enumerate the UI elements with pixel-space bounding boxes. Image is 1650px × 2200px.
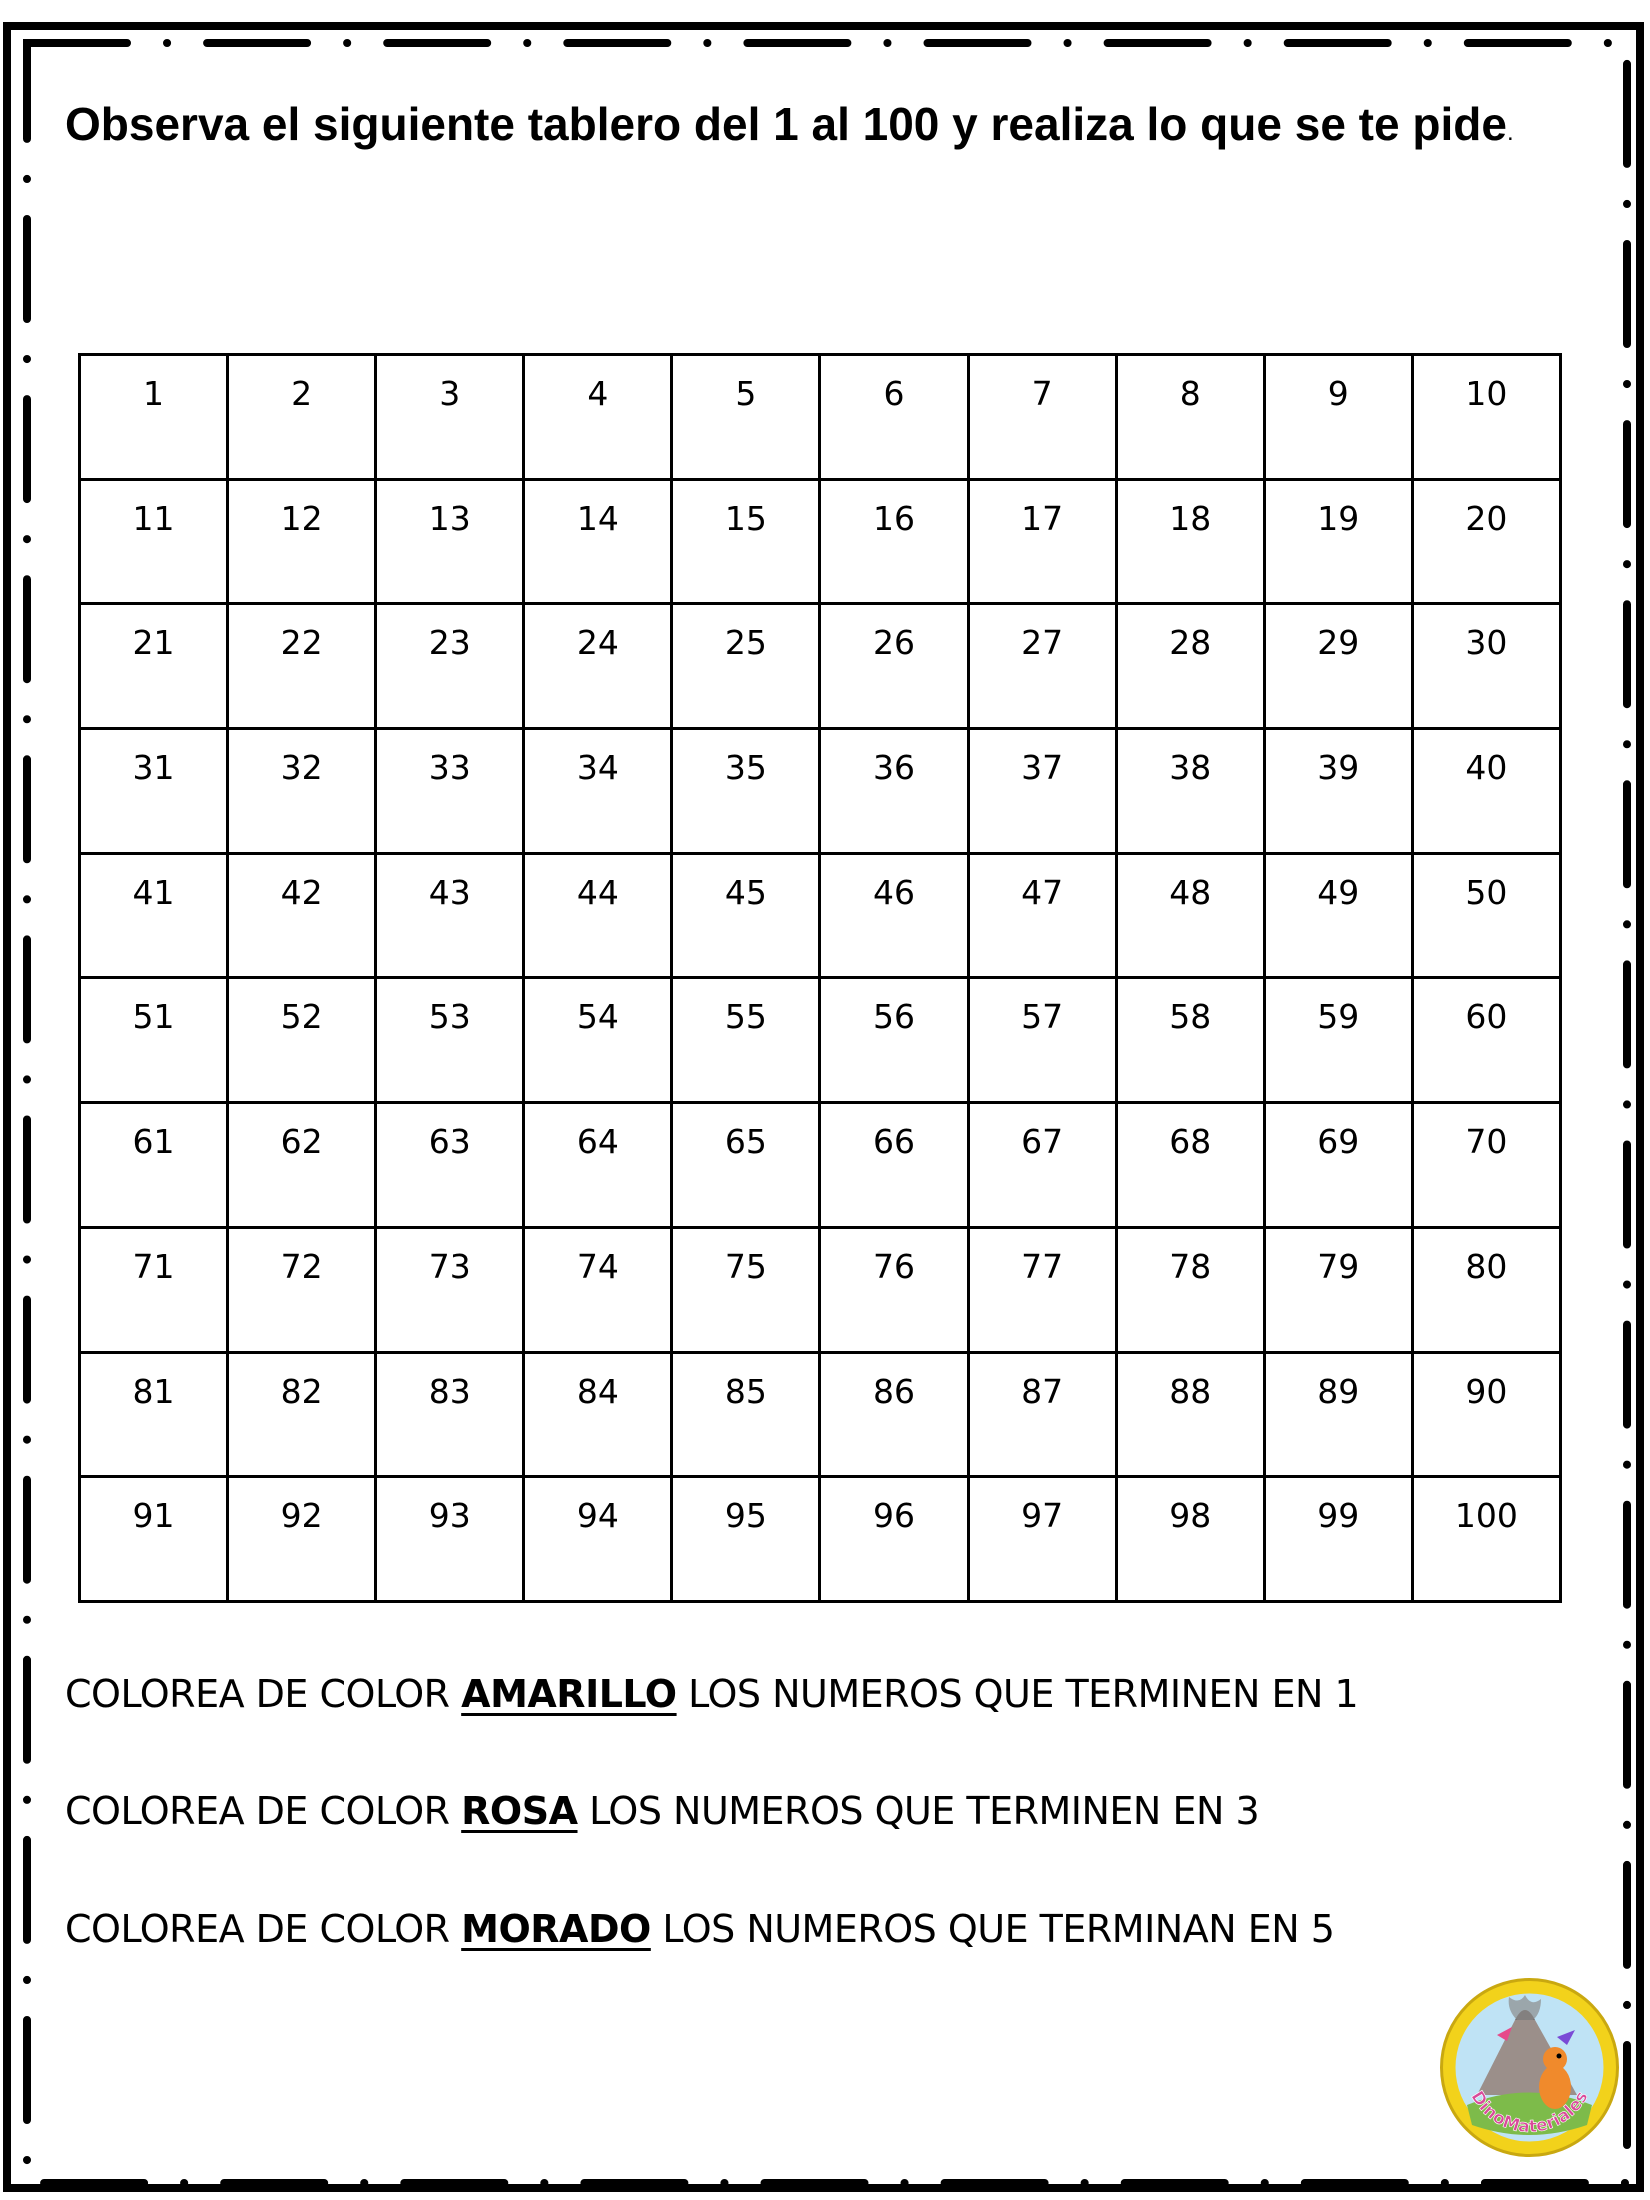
- board-cell: 77: [968, 1227, 1116, 1352]
- board-cell: 23: [376, 604, 524, 729]
- color-word-amarillo: AMARILLO: [461, 1672, 677, 1716]
- board-cell: 30: [1412, 604, 1560, 729]
- board-cell: 1: [80, 355, 228, 480]
- instruction-amarillo: [65, 1672, 1358, 1716]
- board-cell: 13: [376, 479, 524, 604]
- board-cell: 38: [1116, 729, 1264, 854]
- instruction-prefix: COLOREA DE COLOR: [65, 1672, 462, 1716]
- board-row: [80, 1227, 1561, 1352]
- board-cell: 67: [968, 1103, 1116, 1228]
- board-cell: 61: [80, 1103, 228, 1228]
- board-cell: 53: [376, 978, 524, 1103]
- board-cell: 79: [1264, 1227, 1412, 1352]
- instruction-prefix: COLOREA DE COLOR: [65, 1907, 462, 1951]
- board-cell: 92: [228, 1477, 376, 1602]
- board-cell: 47: [968, 853, 1116, 978]
- board-cell: 68: [1116, 1103, 1264, 1228]
- board-cell: 65: [672, 1103, 820, 1228]
- board-cell: 28: [1116, 604, 1264, 729]
- board-row: [80, 1352, 1561, 1477]
- instruction-suffix: LOS NUMEROS QUE TERMINAN EN 5: [650, 1907, 1335, 1951]
- instruction-prefix: COLOREA DE COLOR: [65, 1789, 462, 1833]
- board-cell: 71: [80, 1227, 228, 1352]
- board-cell: 98: [1116, 1477, 1264, 1602]
- board-cell: 9: [1264, 355, 1412, 480]
- board-cell: 64: [524, 1103, 672, 1228]
- board-row: [80, 853, 1561, 978]
- board-cell: 59: [1264, 978, 1412, 1103]
- board-cell: 89: [1264, 1352, 1412, 1477]
- board-cell: 31: [80, 729, 228, 854]
- board-cell: 19: [1264, 479, 1412, 604]
- page-title: [65, 95, 1515, 162]
- board-cell: 49: [1264, 853, 1412, 978]
- board-cell: 86: [820, 1352, 968, 1477]
- board-cell: 45: [672, 853, 820, 978]
- board-cell: 16: [820, 479, 968, 604]
- board-cell: 33: [376, 729, 524, 854]
- board-cell: 21: [80, 604, 228, 729]
- board-cell: 11: [80, 479, 228, 604]
- board-cell: 90: [1412, 1352, 1560, 1477]
- board-row: [80, 1103, 1561, 1228]
- board-cell: 34: [524, 729, 672, 854]
- board-cell: 20: [1412, 479, 1560, 604]
- board-cell: 43: [376, 853, 524, 978]
- board-cell: 72: [228, 1227, 376, 1352]
- board-cell: 57: [968, 978, 1116, 1103]
- board-cell: 96: [820, 1477, 968, 1602]
- board-cell: 41: [80, 853, 228, 978]
- board-cell: 81: [80, 1352, 228, 1477]
- instruction-suffix: LOS NUMEROS QUE TERMINEN EN 1: [676, 1672, 1359, 1716]
- board-cell: 55: [672, 978, 820, 1103]
- board-cell: 15: [672, 479, 820, 604]
- title-text: Observa el siguiente tablero del 1 al 100 y realiza lo que se te pide: [65, 98, 1507, 150]
- board-cell: 84: [524, 1352, 672, 1477]
- board-row: [80, 604, 1561, 729]
- board-row: [80, 729, 1561, 854]
- board-cell: 97: [968, 1477, 1116, 1602]
- board-cell: 66: [820, 1103, 968, 1228]
- board-cell: 82: [228, 1352, 376, 1477]
- board-cell: 69: [1264, 1103, 1412, 1228]
- board-cell: 54: [524, 978, 672, 1103]
- board-cell: 80: [1412, 1227, 1560, 1352]
- title-period: .: [1506, 119, 1514, 146]
- board-cell: 29: [1264, 604, 1412, 729]
- board-cell: 17: [968, 479, 1116, 604]
- board-cell: 35: [672, 729, 820, 854]
- board-cell: 76: [820, 1227, 968, 1352]
- board-cell: 78: [1116, 1227, 1264, 1352]
- board-cell: 91: [80, 1477, 228, 1602]
- board-cell: 46: [820, 853, 968, 978]
- board-cell: 94: [524, 1477, 672, 1602]
- board-row: [80, 355, 1561, 480]
- instruction-morado: [65, 1907, 1334, 1951]
- board-cell: 100: [1412, 1477, 1560, 1602]
- board-cell: 74: [524, 1227, 672, 1352]
- board-cell: 40: [1412, 729, 1560, 854]
- board-cell: 10: [1412, 355, 1560, 480]
- board-cell: 14: [524, 479, 672, 604]
- board-cell: 85: [672, 1352, 820, 1477]
- color-word-morado: MORADO: [461, 1907, 651, 1951]
- board-cell: 51: [80, 978, 228, 1103]
- board-cell: 52: [228, 978, 376, 1103]
- board-cell: 2: [228, 355, 376, 480]
- color-word-rosa: ROSA: [461, 1789, 578, 1833]
- board-cell: 44: [524, 853, 672, 978]
- instruction-rosa: [65, 1789, 1259, 1833]
- board-row: [80, 479, 1561, 604]
- board-cell: 6: [820, 355, 968, 480]
- board-cell: 5: [672, 355, 820, 480]
- board-cell: 95: [672, 1477, 820, 1602]
- board-row: [80, 1477, 1561, 1602]
- board-row: [80, 978, 1561, 1103]
- board-cell: 62: [228, 1103, 376, 1228]
- board-cell: 3: [376, 355, 524, 480]
- board-cell: 7: [968, 355, 1116, 480]
- board-cell: 48: [1116, 853, 1264, 978]
- board-cell: 87: [968, 1352, 1116, 1477]
- board-cell: 83: [376, 1352, 524, 1477]
- board-cell: 27: [968, 604, 1116, 729]
- board-cell: 88: [1116, 1352, 1264, 1477]
- board-cell: 8: [1116, 355, 1264, 480]
- board-cell: 26: [820, 604, 968, 729]
- board-cell: 18: [1116, 479, 1264, 604]
- dinomateriales-logo-icon: [1437, 1975, 1622, 2160]
- board-cell: 60: [1412, 978, 1560, 1103]
- board-cell: 25: [672, 604, 820, 729]
- board-cell: 24: [524, 604, 672, 729]
- board-cell: 75: [672, 1227, 820, 1352]
- board-cell: 99: [1264, 1477, 1412, 1602]
- instruction-suffix: LOS NUMEROS QUE TERMINEN EN 3: [577, 1789, 1260, 1833]
- board-cell: 93: [376, 1477, 524, 1602]
- hundred-board: [78, 353, 1562, 1603]
- board-cell: 4: [524, 355, 672, 480]
- board-cell: 36: [820, 729, 968, 854]
- board-cell: 73: [376, 1227, 524, 1352]
- board-cell: 50: [1412, 853, 1560, 978]
- board-cell: 70: [1412, 1103, 1560, 1228]
- board-cell: 58: [1116, 978, 1264, 1103]
- logo-text: DinoMateriales: [1466, 2087, 1593, 2138]
- board-cell: 37: [968, 729, 1116, 854]
- board-cell: 56: [820, 978, 968, 1103]
- board-cell: 12: [228, 479, 376, 604]
- board-cell: 42: [228, 853, 376, 978]
- board-cell: 32: [228, 729, 376, 854]
- board-cell: 22: [228, 604, 376, 729]
- board-cell: 39: [1264, 729, 1412, 854]
- board-cell: 63: [376, 1103, 524, 1228]
